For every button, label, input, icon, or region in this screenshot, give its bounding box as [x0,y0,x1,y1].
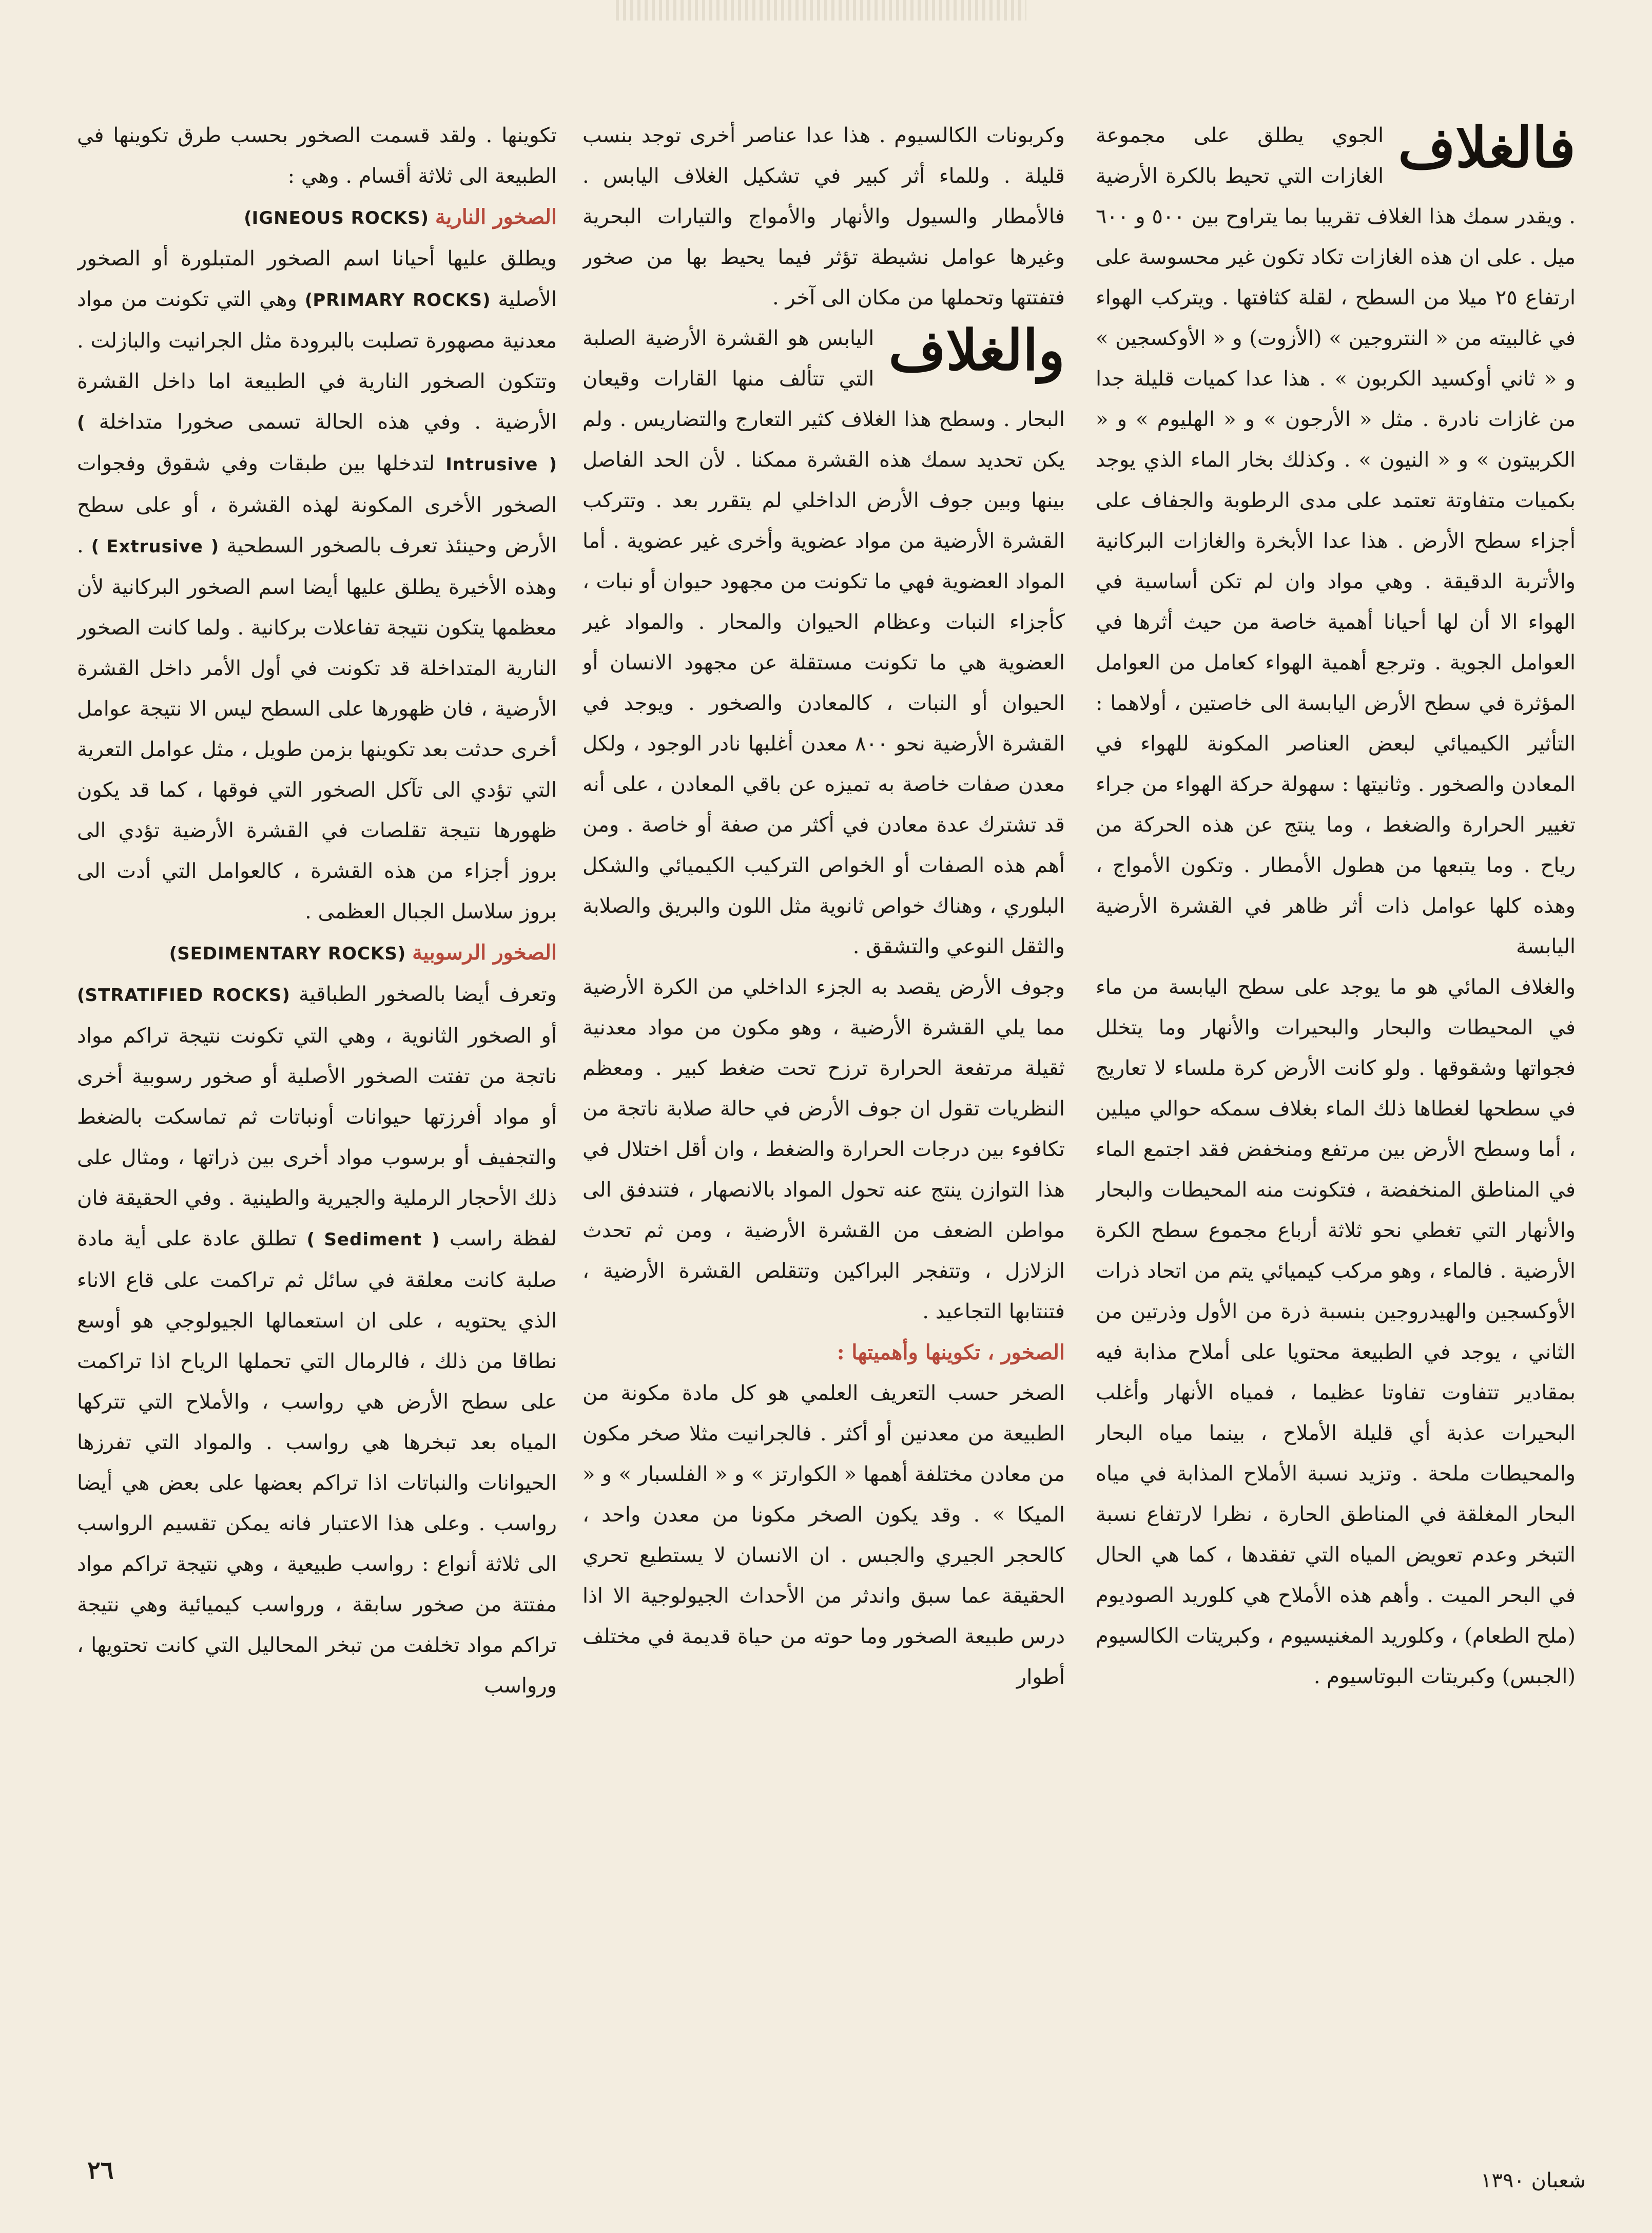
paragraph-sedimentary [77,974,557,1706]
text-hydrosphere: والغلاف المائي هو ما يوجد على سطح اليابسة من ماء في المحيطات والبحار والبحيرات والأنهار وما يتخلل فجواتها وشقوقها . ولو كانت الأرض كرة ملساء لا تعاريج في سطحها لغطاها ذلك الماء بغلاف سمكه حوالي ميلين ، أما وسطح الأرض بين مرتفع ومنخفض فقد اجتمع الماء في المناطق المنخفضة ، فتكونت منه المحيطات والبحار والأنهار التي تغطي نحو ثلاثة أرباع مجموع سطح الكرة الأرضية . فالماء ، وهو مركب كيميائي يتم من اتحاد ذرات الأوكسجين والهيدروجين بنسبة ذرة من الأول وذرتين من الثاني ، يوجد في الطبيعة محتويا على أملاح مذابة فيه بمقادير تتفاوت تفاوتا عظيما ، فمياه الأنهار وأغلب البحيرات عذبة أي قليلة الأملاح ، بينما مياه البحار والمحيطات ملحة . وتزيد نسبة الأملاح المذابة في مياه البحار المغلقة في المناطق الحارة ، نظرا لارتفاع نسبة التبخر وعدم تعويض المياه التي تفقدها ، كما هي الحال في البحر الميت . وأهم هذه الأملاح هي كلوريد الصوديوم (ملح الطعام) ، وكلوريد المغنيسيوم ، وكبريتات الكالسيوم (الجبس) وكبريتات البوتاسيوم . [1096,975,1576,1688]
paragraph-rock-classes [77,116,557,197]
text-sedimentary-b: أو الصخور الثانوية ، وهي التي تكونت نتيجة تراكم مواد ناتجة من تفتت الصخور الأصلية أو صخور رسوبية أخرى أو مواد أفرزتها حيوانات أونباتات ثم تماسكت بالضغط والتجفيف أو برسوب مواد أخرى بين ذراتها ، ومثال على ذلك الأحجار الرملية والجيرية والطينية . وفي الحقيقة فان لفظة راسب [77,1024,557,1250]
page-number: ٢٦ [87,2156,114,2185]
text-igneous-a: ويطلق عليها أحيانا اسم الصخور المتبلورة أو الصخور الأصلية [77,247,557,311]
footer-issue-date: شعبان ١٣٩٠ [1481,2169,1586,2192]
heading-sedimentary-en: (SEDIMENTARY ROCKS) [169,944,406,964]
term-primary-rocks: (PRIMARY ROCKS) [304,290,491,311]
paragraph-rock-definition [582,1373,1065,1698]
column-right [1096,116,1576,2148]
title-lithosphere: والغلاف [888,318,1065,383]
heading-igneous [77,197,557,239]
text-earth-interior: وجوف الأرض يقصد به الجزء الداخلي من الكرة الأرضية مما يلي القشرة الأرضية ، وهو مكون من مواد معدنية ثقيلة مرتفعة الحرارة ترزح تحت ضغط كبير . ومعظم النظريات تقول ان جوف الأرض في حالة صلابة ناتجة من تكافوء بين درجات الحرارة والضغط ، وان أقل اختلال في هذا التوازن ينتج عنه تحول المواد بالانصهار ، فتندفق الى مواطن الضعف من القشرة الأرضية ، ومن ثم تحدث الزلازل ، وتتفجر البراكين وتتقلص القشرة الأرضية ، فتنتابها التجاعيد . [582,975,1065,1323]
term-stratified-rocks: (STRATIFIED ROCKS) [77,985,290,1006]
text-igneous-d: . وهذه الأخيرة يطلق عليها أيضا اسم الصخور البركانية لأن معظمها يتكون نتيجة تفاعلات بركانية . ولما كانت الصخور النارية المتداخلة قد تكونت في أول الأمر داخل القشرة الأرضية ، فان ظهورها على السطح ليس الا نتيجة عوامل أخرى حدثت بعد تكوينها بزمن طويل ، مثل عوامل التعرية التي تؤدي الى تآكل الصخور التي فوقها ، كما قد يكون ظهورها نتيجة تقلصات في القشرة الأرضية تؤدي الى بروز أجزاء من هذه القشرة ، كالعوامل التي أدت الى بروز سلاسل الجبال العظمى . [77,534,557,923]
column-left [77,116,557,2148]
heading-igneous-ar: الصخور النارية [435,205,557,229]
heading-sedimentary [77,932,557,974]
paragraph-earth-interior [582,967,1065,1332]
paragraph-lithosphere [582,318,1065,967]
subheading-rocks-text: الصخور ، تكوينها وأهميتها : [837,1340,1065,1364]
text-rock-classes: تكوينها . ولقد قسمت الصخور بحسب طرق تكوينها في الطبيعة الى ثلاثة أقسام . وهي : [77,124,557,188]
top-ornament [616,0,1026,21]
text-sedimentary-c: تطلق عادة على أية مادة صلبة كانت معلقة في سائل ثم تراكمت على قاع الاناء الذي يحتويه ، على ان استعمالها الجيولوجي هو أوسع نطاقا من ذلك ، فالرمال التي تحملها الرياح اذا تراكمت على سطح الأرض هي رواسب ، والأملاح التي تتركها المياه بعد تبخرها هي رواسب . والمواد التي تفرزها الحيوانات والنباتات اذا تراكم بعضها على بعض هي أيضا رواسب . وعلى هذا الاعتبار فانه يمكن تقسيم الرواسب الى ثلاثة أنواع : رواسب طبيعية ، وهي نتيجة تراكم مواد مفتتة من صخور سابقة ، ورواسب كيميائية وهي نتيجة تراكم مواد تخلفت من تبخر المحاليل التي كانت تحتويها ، ورواسب [77,1227,557,1698]
subheading-rocks [582,1332,1065,1373]
paragraph-atmosphere [1096,116,1576,967]
text-igneous-c: لتدخلها بين طبقات وفي شقوق وفجوات الصخور الأخرى المكونة لهذه القشرة ، أو على سطح الأرض وحينئذ تعرف بالصخور السطحية [77,452,557,557]
term-sediment: ( Sediment ) [306,1229,440,1250]
text-lithosphere: اليابس هو القشرة الأرضية الصلبة التي تتألف منها القارات وقيعان البحار . وسطح هذا الغلاف كثير التعارج والتضاريس . ولم يكن تحديد سمك هذه القشرة ممكنا . لأن الحد الفاصل بينها وبين جوف الأرض الداخلي لم يتقرر بعد . وتتركب القشرة الأرضية من مواد عضوية وأخرى غير عضوية . أما المواد العضوية فهي ما تكونت من مجهود حيوان أو نبات ، كأجزاء النبات وعظام الحيوان والمحار . والمواد غير العضوية هي ما تكونت مستقلة عن مجهود الانسان أو الحيوان أو النبات ، كالمعادن والصخور . ويوجد في القشرة الأرضية نحو ٨٠٠ معدن أغلبها نادر الوجود ، ولكل معدن صفات خاصة به تميزه عن باقي المعادن ، على أنه قد تشترك عدة معادن في أكثر من صفة أو خاصة . ومن أهم هذه الصفات أو الخواص التركيب الكيميائي والشكل البلوري ، وهناك خواص ثانوية مثل اللون والبريق والصلابة والثقل النوعي والتشقق . [582,326,1065,958]
paragraph-igneous [77,239,557,932]
paragraph-hydrosphere [1096,967,1576,1697]
column-middle [582,116,1065,2148]
heading-sedimentary-ar: الصخور الرسوبية [412,940,557,965]
heading-igneous-en: (IGNEOUS ROCKS) [244,208,429,228]
paragraph-water-effects [582,116,1065,318]
text-sedimentary-a: وتعرف أيضا بالصخور الطباقية [299,983,557,1006]
term-extrusive: ( Extrusive ) [91,536,219,557]
text-atmosphere: الجوي يطلق على مجموعة الغازات التي تحيط بالكرة الأرضية . ويقدر سمك هذا الغلاف تقريبا بما يتراوح بين ٥٠٠ و ٦٠٠ ميل . على ان هذه الغازات تكاد تكون غير محسوسة على ارتفاع ٢٥ ميلا من السطح ، لقلة كثافتها . ويتركب الهواء في غالبيته من « النتروجين » (الأزوت) و « الأوكسجين » و « ثاني أوكسيد الكربون » . هذا عدا كميات قليلة جدا من غازات نادرة . مثل « الأرجون » و « الهليوم » و « الكربيتون » و « النيون » . وكذلك بخار الماء الذي يوجد بكميات متفاوتة تعتمد على مدى الرطوبة والجفاف على أجزاء سطح الأرض . هذا عدا الأبخرة والغازات البركانية والأتربة الدقيقة . وهي مواد وان لم تكن أساسية في الهواء الا أن لها أحيانا أهمية خاصة من حيث أثرها في العوامل الجوية . وترجع أهمية الهواء كعامل من العوامل المؤثرة في سطح الأرض اليابسة الى خاصتين ، أولاهما : التأثير الكيميائي لبعض العناصر المكونة للهواء في المعادن والصخور . وثانيتها : سهولة حركة الهواء من جراء تغيير الحرارة والضغط ، وما ينتج عن هذه الحركة من رياح . وما يتبعها من هطول الأمطار . وتكون الأمواج ، وهذه كلها عوامل ذات أثر ظاهر في القشرة الأرضية اليابسة [1096,124,1576,958]
text-igneous-b: وهي التي تكونت من مواد معدنية مصهورة تصلبت بالبرودة مثل الجرانيت والبازلت . وتتكون الصخور النارية في الطبيعة اما داخل القشرة الأرضية . وفي هذه الحالة تسمى صخورا متداخلة [77,287,557,434]
title-atmosphere: فالغلاف [1398,116,1576,180]
text-water-effects: وكربونات الكالسيوم . هذا عدا عناصر أخرى توجد بنسب قليلة . وللماء أثر كبير في تشكيل الغلاف اليابس . فالأمطار والسيول والأنهار والأمواج والتيارات البحرية وغيرها عوامل نشيطة تؤثر فيما يحيط بها من صخور فتفتتها وتحملها من مكان الى آخر . [582,124,1065,310]
text-rock-definition: الصخر حسب التعريف العلمي هو كل مادة مكونة من الطبيعة من معدنين أو أكثر . فالجرانيت مثلا صخر مكون من معادن مختلفة أهمها « الكوارتز » و « الفلسبار » و « الميكا » . وقد يكون الصخر مكونا من معدن واحد ، كالحجر الجيري والجبس . ان الانسان لا يستطيع تحري الحقيقة عما سبق واندثر من الأحداث الجيولوجية الا اذا درس طبيعة الصخور وما حوته من حياة قديمة في مختلف أطوار [582,1381,1065,1689]
term-intrusive: ( Intrusive ) [77,413,557,475]
